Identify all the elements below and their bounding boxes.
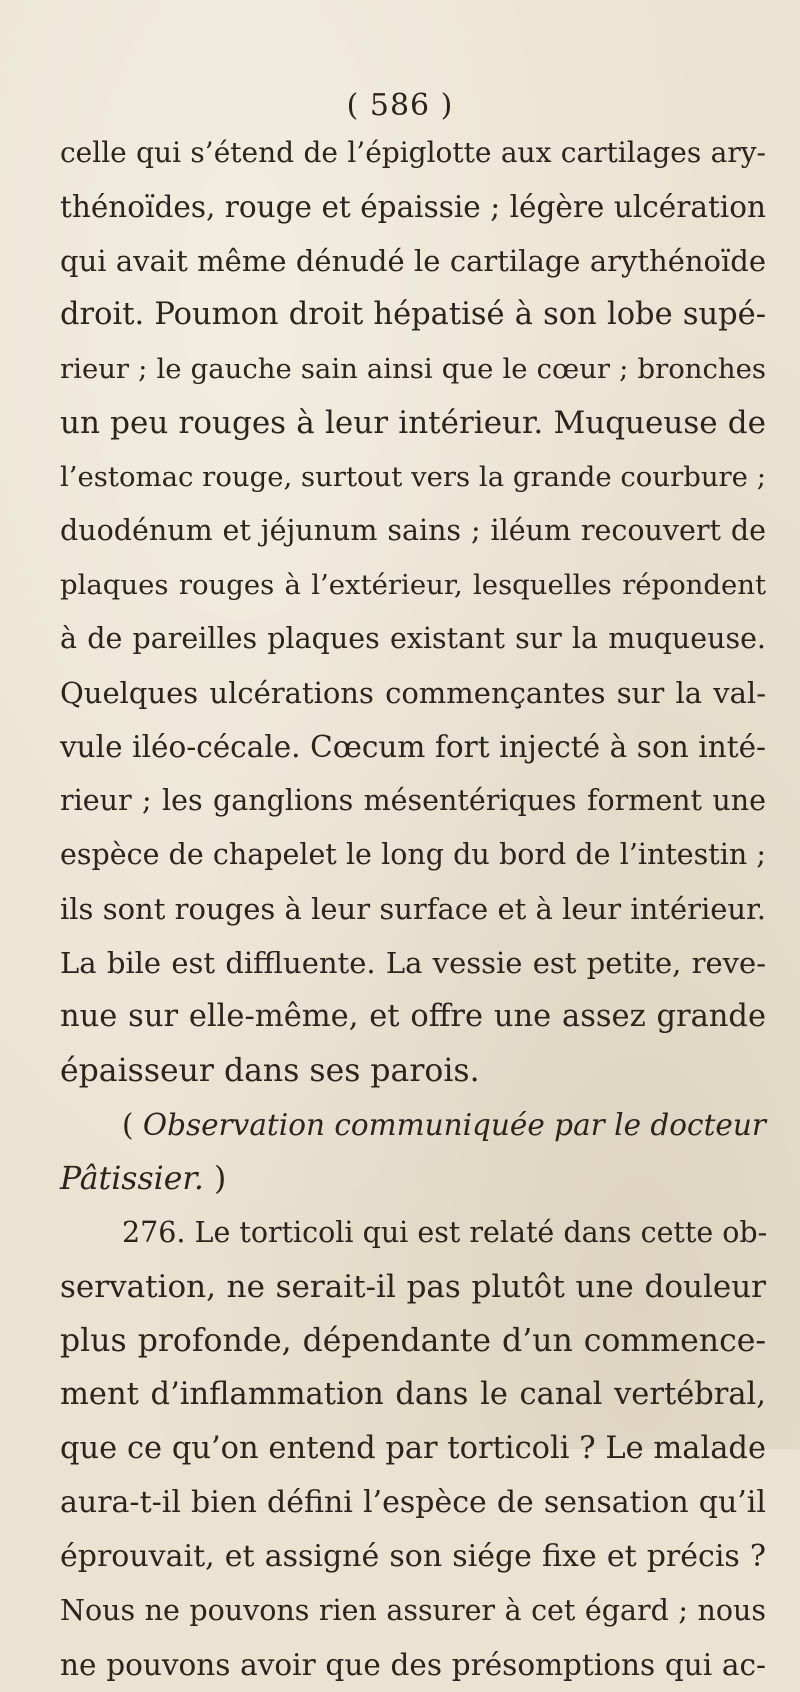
observation-credit-line (60, 1098, 766, 1152)
body-text (60, 126, 766, 1692)
text-line: servation, ne serait-il pas plutôt une douleur (60, 1269, 766, 1305)
text-line: espèce de chapelet le long du bord de l’intestin ; (60, 838, 766, 871)
observation-credit: Observation communiquée par le docteur (142, 1108, 766, 1142)
text-line: vule iléo-cécale. Cœcum fort injecté à son inté- (60, 730, 766, 764)
text-line: éprouvait, et assigné son siége fixe et précis ? (60, 1539, 766, 1574)
page-number: ( 586 ) (346, 88, 454, 123)
text-line: ment d’inflammation dans le canal vertébral, (60, 1377, 766, 1412)
text-line: ils sont rouges à leur surface et à leur intérieur. (60, 892, 766, 926)
text-line: thénoïdes, rouge et épaissie ; légère ulcération (60, 190, 766, 224)
paragraph-start-line: 276. Le torticoli qui est relaté dans cette ob- (122, 1216, 768, 1249)
text-line: Nous ne pouvons rien assurer à cet égard ; nous (60, 1594, 766, 1627)
text-line: l’estomac rouge, surtout vers la grande courbure ; (60, 461, 766, 493)
text-line: à de pareilles plaques existant sur la muqueuse. (60, 622, 766, 655)
text-line: un peu rouges à leur intérieur. Muqueuse de (60, 405, 766, 441)
text-line: droit. Poumon droit hépatisé à son lobe supé- (60, 297, 766, 332)
close-paren: ) (203, 1161, 227, 1197)
text-line: qui avait même dénudé le cartilage arythénoïde (60, 244, 766, 278)
text-line: nue sur elle-même, et offre une assez grande (60, 999, 766, 1034)
text-line: plus profonde, dépendante d’un commence- (60, 1323, 766, 1359)
text-line: épaisseur dans ses parois. (60, 1053, 480, 1089)
open-paren: ( (122, 1108, 143, 1142)
text-line: rieur ; les ganglions mésentériques forment une (60, 784, 766, 817)
text-line: que ce qu’on entend par torticoli ? Le malade (60, 1431, 766, 1466)
text-line: La bile est diffluente. La vessie est petite, reve- (60, 946, 766, 980)
text-line: plaques rouges à l’extérieur, lesquelles répondent (60, 569, 766, 601)
observation-author: Pâtissier. (60, 1161, 204, 1197)
text-line: rieur ; le gauche sain ainsi que le cœur ; bronches (60, 353, 766, 385)
observation-credit-line (60, 1152, 766, 1206)
text-line: aura-t-il bien défini l’espèce de sensation qu’il (60, 1485, 766, 1520)
text-line: celle qui s’étend de l’épiglotte aux cartilages ary- (60, 136, 766, 169)
text-line: Quelques ulcérations commençantes sur la val- (60, 676, 766, 710)
text-line: duodénum et jéjunum sains ; iléum recouvert de (60, 514, 766, 547)
text-line: ne pouvons avoir que des présomptions qui ac- (60, 1648, 766, 1682)
